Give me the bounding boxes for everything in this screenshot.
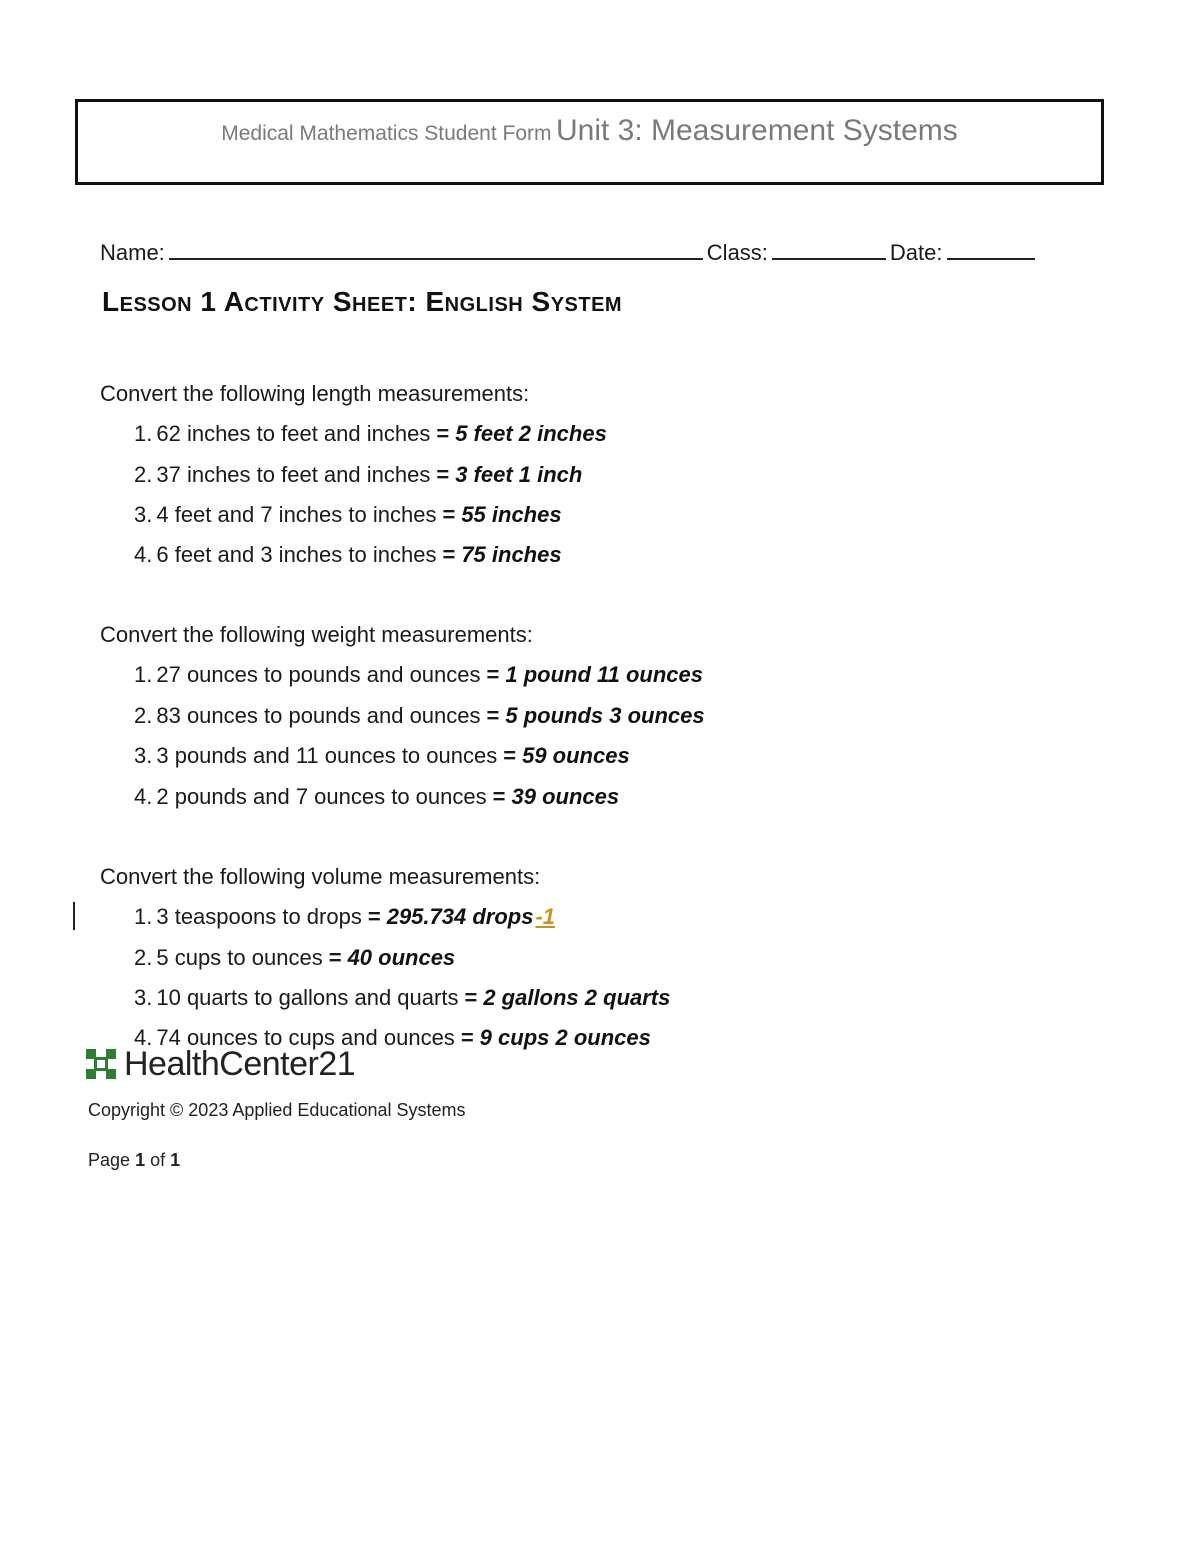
item-number: 3. (134, 502, 153, 527)
item-answer: 9 cups 2 ounces (479, 1025, 651, 1050)
item-number: 4. (134, 542, 153, 567)
item-answer: 39 ounces (511, 784, 620, 809)
item-number: 2. (134, 462, 153, 487)
equals-sign: = (442, 502, 456, 527)
list-item (134, 985, 670, 1011)
equals-sign: = (486, 662, 500, 687)
item-question: 3 teaspoons to drops (156, 904, 362, 929)
name-label: Name: (100, 240, 165, 265)
item-answer: 5 feet 2 inches (455, 421, 607, 446)
header-title (78, 114, 1101, 148)
item-question: 37 inches to feet and inches (156, 462, 431, 487)
equals-sign: = (328, 945, 342, 970)
item-question: 83 ounces to pounds and ounces (156, 703, 481, 728)
item-answer: 1 pound 11 ounces (505, 662, 703, 687)
item-answer: 40 ounces (347, 945, 456, 970)
list-item (134, 784, 619, 810)
logo-text: HealthCenter21 (124, 1045, 356, 1083)
copyright-text: Copyright © 2023 Applied Educational Systems (88, 1100, 466, 1120)
item-question: 5 cups to ounces (156, 945, 323, 970)
item-question: 27 ounces to pounds and ounces (156, 662, 481, 687)
item-number: 1. (134, 904, 153, 929)
grading-correction: -1 (535, 904, 556, 929)
item-answer: 5 pounds 3 ounces (505, 703, 705, 728)
item-answer: 55 inches (461, 502, 562, 527)
equals-sign: = (436, 462, 450, 487)
item-question: 6 feet and 3 inches to inches (156, 542, 437, 567)
list-item (134, 462, 582, 488)
page-total: 1 (170, 1150, 181, 1170)
item-number: 1. (134, 421, 153, 446)
item-question: 10 quarts to gallons and quarts (156, 985, 459, 1010)
page-label: Page (88, 1150, 131, 1170)
equals-sign: = (442, 542, 456, 567)
item-number: 3. (134, 743, 153, 768)
equals-sign: = (367, 904, 381, 929)
page-of: of (150, 1150, 166, 1170)
item-answer: 59 ounces (522, 743, 630, 768)
item-question: 74 ounces to cups and ounces (156, 1025, 455, 1050)
student-info-line (100, 240, 1039, 266)
equals-sign: = (503, 743, 517, 768)
item-question: 3 pounds and 11 ounces to ounces (156, 743, 498, 768)
section-intro-volume: Convert the following volume measurements: (100, 864, 541, 889)
item-question: 4 feet and 7 inches to inches (156, 502, 437, 527)
date-field[interactable] (947, 240, 1035, 260)
page-number (88, 1150, 180, 1171)
item-answer: 3 feet 1 inch (455, 462, 583, 487)
unit-title: Unit 3: Measurement Systems (555, 114, 958, 147)
list-item (134, 945, 455, 971)
list-item (134, 904, 555, 930)
item-answer: 2 gallons 2 quarts (483, 985, 671, 1010)
list-item (134, 743, 630, 769)
list-item (134, 703, 705, 729)
section-intro-length: Convert the following length measurements: (100, 381, 530, 406)
class-field[interactable] (772, 240, 886, 260)
healthcenter-cross-icon (86, 1049, 116, 1079)
equals-sign: = (436, 421, 450, 446)
list-item (134, 502, 562, 528)
item-number: 4. (134, 784, 153, 809)
class-label: Class: (706, 240, 768, 265)
list-item (134, 542, 562, 568)
equals-sign: = (486, 703, 500, 728)
form-label: Medical Mathematics Student Form (221, 122, 552, 145)
text-cursor (73, 902, 75, 930)
item-answer: 75 inches (461, 542, 562, 567)
item-question: 62 inches to feet and inches (156, 421, 431, 446)
equals-sign: = (464, 985, 478, 1010)
section-intro-weight: Convert the following weight measurements: (100, 622, 533, 647)
item-answer: 295.734 drops (386, 904, 534, 929)
equals-sign: = (492, 784, 506, 809)
list-item (134, 421, 607, 447)
lesson-title: Lesson 1 Activity Sheet: English System (102, 286, 623, 317)
date-label: Date: (889, 240, 943, 265)
item-number: 2. (134, 703, 153, 728)
page-current: 1 (135, 1150, 146, 1170)
healthcenter-logo (86, 1046, 355, 1082)
item-number: 2. (134, 945, 153, 970)
equals-sign: = (460, 1025, 474, 1050)
item-question: 2 pounds and 7 ounces to ounces (156, 784, 487, 809)
item-number: 4. (134, 1025, 153, 1050)
item-number: 1. (134, 662, 153, 687)
name-field[interactable] (169, 240, 703, 260)
header-box (75, 99, 1104, 185)
list-item (134, 662, 703, 688)
item-number: 3. (134, 985, 153, 1010)
